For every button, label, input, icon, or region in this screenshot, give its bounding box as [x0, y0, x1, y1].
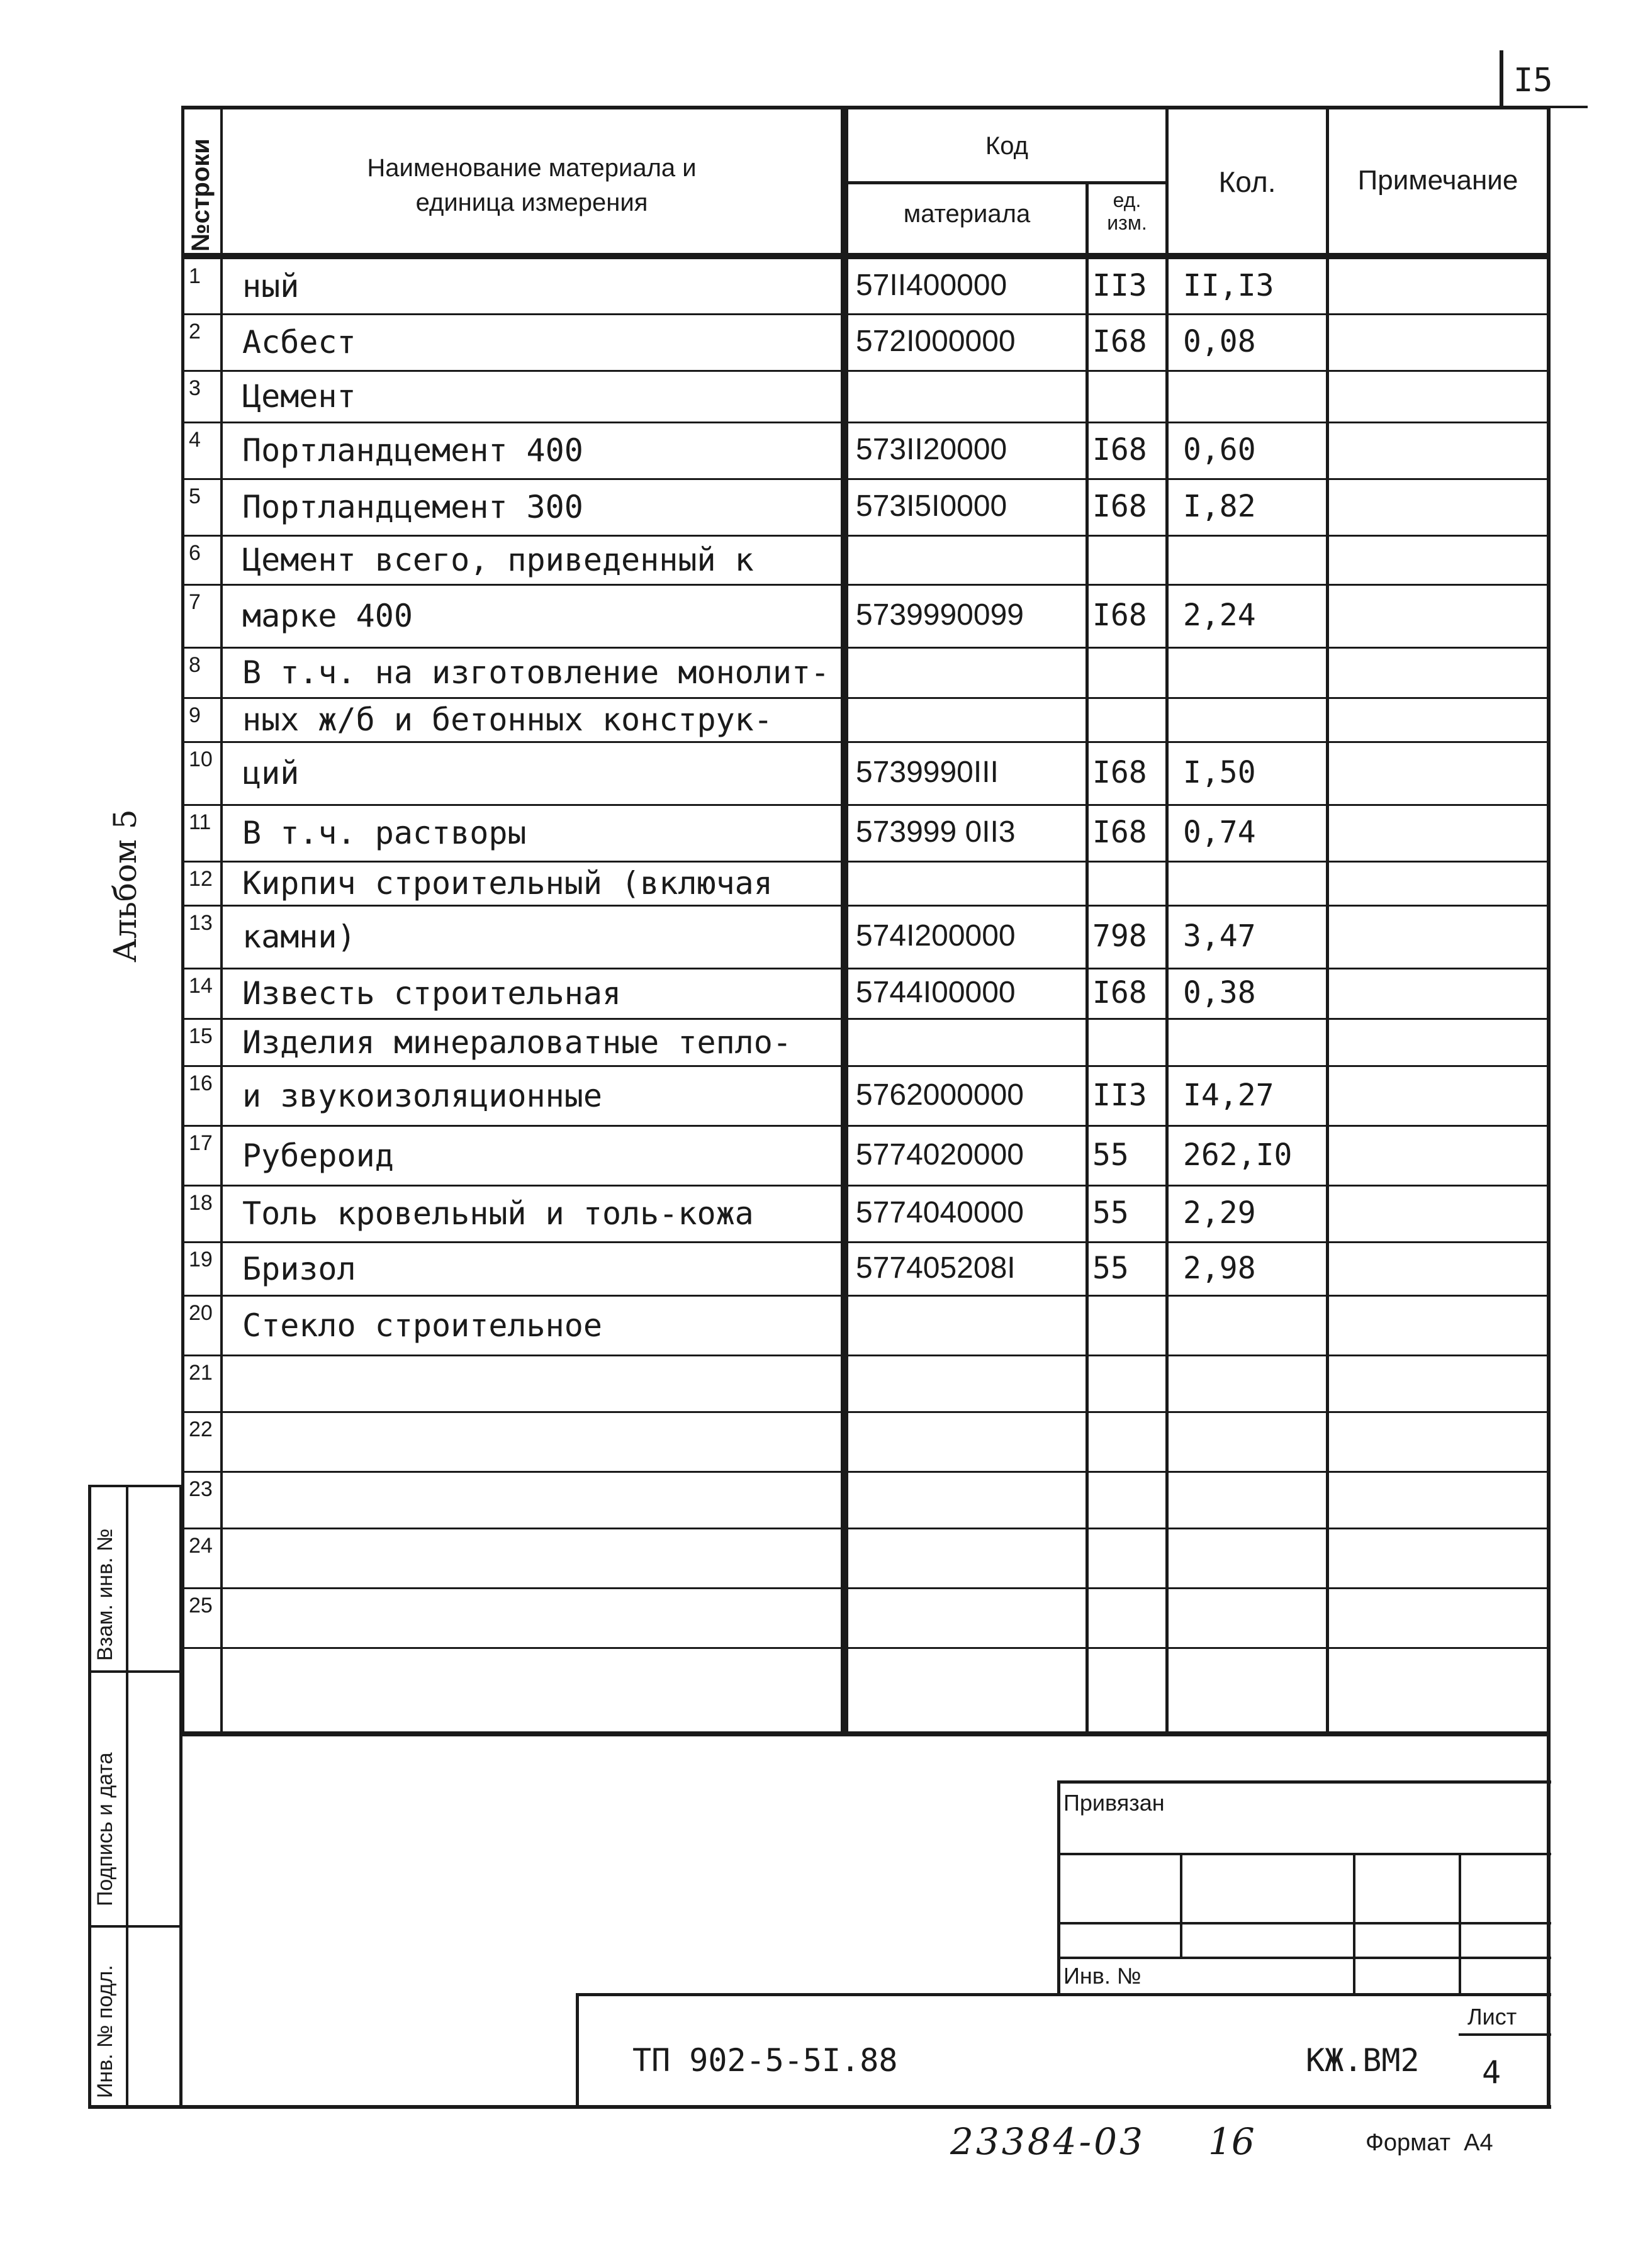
header-code-material: материала — [903, 200, 1031, 228]
row-material-name: Цемент всего, приведенный к — [242, 542, 754, 578]
row-material-name: ных ж/б и бетонных конструк- — [242, 701, 773, 738]
row-quantity: II,I3 — [1183, 268, 1274, 303]
row-material-code: 5744I00000 — [856, 976, 1016, 1009]
row-unit-code: I68 — [1092, 432, 1147, 467]
row-number: 6 — [189, 541, 201, 565]
sheet-number: 4 — [1482, 2054, 1501, 2091]
row-quantity: 0,60 — [1183, 432, 1256, 467]
row-unit-code: I68 — [1092, 755, 1147, 790]
row-quantity: I,82 — [1183, 489, 1256, 524]
row-material-code: 573II20000 — [856, 433, 1007, 466]
row-number: 15 — [189, 1024, 213, 1048]
row-quantity: 262,I0 — [1183, 1137, 1293, 1173]
row-unit-code: I68 — [1092, 975, 1147, 1010]
sheet-label: Лист — [1467, 2004, 1517, 2030]
row-number: 17 — [189, 1131, 213, 1155]
row-material-code: 5774020000 — [856, 1137, 1024, 1171]
header-note: Примечание — [1357, 165, 1518, 196]
row-quantity: 0,74 — [1183, 815, 1256, 850]
row-material-name: Кирпич строительный (включая — [242, 865, 773, 902]
header-name-line1: Наименование материала и — [367, 154, 697, 182]
row-number: 8 — [189, 653, 201, 677]
row-unit-code: I68 — [1092, 598, 1147, 633]
row-unit-code: II3 — [1092, 268, 1147, 303]
header-code-unit-2: изм. — [1107, 211, 1147, 234]
row-material-name: ций — [242, 755, 300, 791]
row-number: 19 — [189, 1248, 213, 1271]
row-material-code: 577405208I — [856, 1251, 1016, 1285]
header-code: Код — [985, 132, 1028, 160]
row-number: 9 — [189, 703, 201, 727]
row-unit-code: 798 — [1092, 919, 1147, 954]
row-number: 22 — [189, 1417, 213, 1441]
row-number: 18 — [189, 1191, 213, 1215]
row-number: 24 — [189, 1534, 213, 1558]
header-name-line2: единица измерения — [415, 189, 648, 216]
side-vzam: Взам. инв. № — [93, 1528, 117, 1661]
row-unit-code: I68 — [1092, 324, 1147, 359]
row-material-name: Известь строительная — [242, 975, 622, 1012]
row-quantity: 3,47 — [1183, 919, 1256, 954]
page-number: I5 — [1513, 62, 1553, 99]
row-unit-code: I68 — [1092, 815, 1147, 850]
row-unit-code: II3 — [1092, 1077, 1147, 1113]
row-number: 14 — [189, 974, 213, 998]
row-material-name: ный — [242, 268, 300, 304]
row-material-code: 573999 0II3 — [856, 815, 1016, 849]
row-number: 7 — [189, 590, 201, 614]
row-material-code: 574I200000 — [856, 919, 1016, 952]
row-material-name: Бризол — [242, 1250, 356, 1287]
row-quantity: I4,27 — [1183, 1077, 1274, 1113]
handwritten-number: 23384-03 — [950, 2120, 1145, 2163]
row-material-name: и звукоизоляционные — [242, 1077, 602, 1114]
doc-number: ТП 902-5-5I.88 — [632, 2042, 898, 2079]
row-quantity: 0,38 — [1183, 975, 1256, 1010]
row-quantity: I,50 — [1183, 755, 1256, 790]
row-quantity: 2,29 — [1183, 1195, 1256, 1231]
row-unit-code: I68 — [1092, 489, 1147, 524]
side-inv-podl: Инв. № подл. — [93, 1965, 117, 2098]
album-label: Альбом 5 — [107, 809, 143, 963]
row-quantity: 0,08 — [1183, 324, 1256, 359]
row-number: 2 — [189, 320, 201, 344]
row-number: 4 — [189, 428, 201, 452]
header-row-no: №строки — [187, 138, 215, 252]
privyazan-label: Привязан — [1063, 1790, 1165, 1816]
format-label: Формат А4 — [1366, 2130, 1493, 2156]
header-qty: Кол. — [1218, 165, 1276, 198]
side-podpis: Подпись и дата — [93, 1752, 117, 1906]
row-material-code: 5774040000 — [856, 1196, 1024, 1229]
row-unit-code: 55 — [1092, 1195, 1129, 1231]
row-material-name: Стекло строительное — [242, 1307, 602, 1344]
row-material-name: камни) — [242, 919, 356, 955]
row-material-name: Цемент — [242, 378, 356, 415]
row-number: 13 — [189, 911, 213, 935]
row-number: 21 — [189, 1361, 213, 1385]
row-number: 11 — [189, 810, 211, 834]
row-number: 20 — [189, 1301, 213, 1325]
row-material-name: марке 400 — [242, 598, 413, 634]
row-material-code: 5739990099 — [856, 598, 1024, 632]
row-material-name: Портландцемент 300 — [242, 489, 583, 525]
row-material-name: Изделия минераловатные тепло- — [242, 1024, 792, 1061]
row-material-name: Толь кровельный и толь-кожа — [242, 1195, 754, 1232]
handwritten-page: 16 — [1208, 2120, 1255, 2163]
row-number: 10 — [189, 747, 213, 771]
row-material-name: Портландцемент 400 — [242, 432, 583, 469]
row-unit-code: 55 — [1092, 1250, 1129, 1286]
row-number: 16 — [189, 1071, 213, 1095]
doc-code: КЖ.ВМ2 — [1306, 2042, 1420, 2079]
row-quantity: 2,98 — [1183, 1250, 1256, 1286]
row-number: 5 — [189, 484, 201, 508]
row-material-name: В т.ч. растворы — [242, 815, 527, 851]
row-quantity: 2,24 — [1183, 598, 1256, 633]
row-material-code: 5762000000 — [856, 1078, 1024, 1112]
row-material-code: 5739990III — [856, 756, 999, 789]
row-number: 3 — [189, 376, 201, 400]
row-number: 25 — [189, 1594, 213, 1617]
header-code-unit-1: ед. — [1113, 189, 1142, 211]
row-number: 12 — [189, 867, 213, 891]
row-material-code: 573I5I0000 — [856, 489, 1007, 523]
row-number: 23 — [189, 1477, 213, 1501]
row-material-code: 57II400000 — [856, 269, 1007, 302]
inv-no-label: Инв. № — [1063, 1963, 1142, 1989]
row-material-code: 572I000000 — [856, 325, 1016, 358]
row-number: 1 — [189, 264, 201, 288]
row-material-name: Рубероид — [242, 1137, 394, 1174]
row-material-name: В т.ч. на изготовление монолит- — [242, 654, 830, 691]
row-unit-code: 55 — [1092, 1137, 1129, 1173]
row-material-name: Асбест — [242, 324, 356, 360]
